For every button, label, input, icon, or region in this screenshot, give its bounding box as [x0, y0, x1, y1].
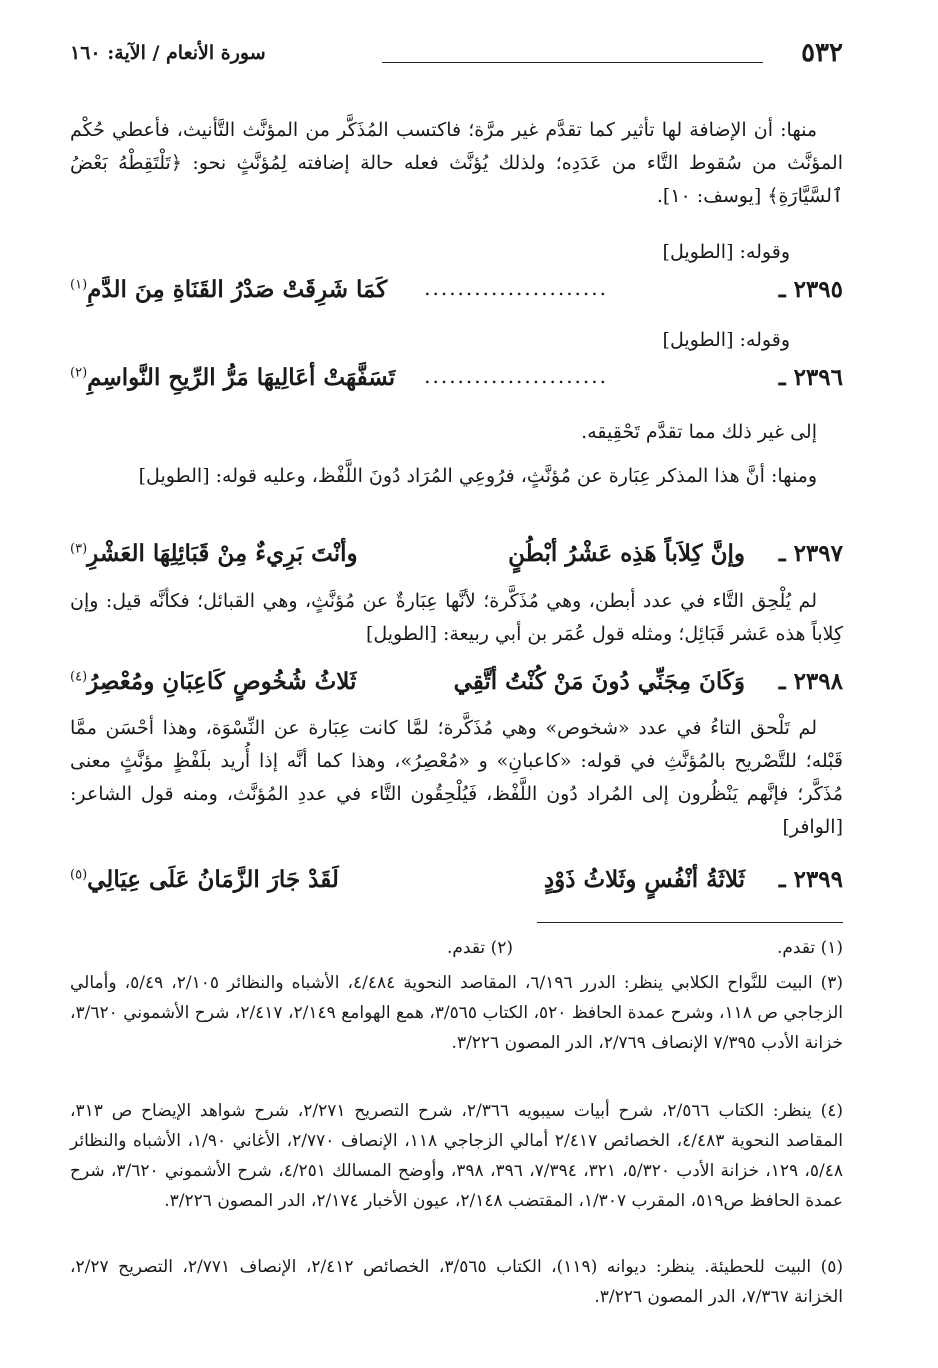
verse-number: ٢٣٩٨ ـ	[778, 668, 843, 695]
verse-2396	[70, 364, 843, 402]
footnote-separator	[537, 922, 843, 923]
footnote-1: (١) تقدم.	[776, 938, 843, 958]
paragraph-4: لم يُلْحِق التَّاء في عدد أبطن، وهي مُذَكَّرة؛ لأنَّها عِبَارةٌ عن مُؤنَّثٍ، وهي القبائل؛ فكأنَّه قيل: وإن كِلاباً هذه عَشر قَبَائِل؛ ومثله قول عُمَر بن أبي ربيعة: [الطويل]	[70, 590, 843, 645]
verse-text: كَمَا شَرِقَتْ صَدْرُ القَنَاةِ مِنَ الدَّمِ	[87, 276, 388, 303]
footnotes-1-2	[70, 938, 843, 966]
verse-ellipsis: ......................	[424, 364, 608, 388]
verse-text: ثَلاثُ شُخُوصٍ كَاعِبَانِ ومُعْصِرُ	[87, 668, 357, 695]
footnote-marker: (١)	[70, 277, 88, 293]
verse-hemistich-2	[70, 866, 339, 893]
verse-text: لَقَدْ جَارَ الزَّمَانُ عَلَى عِيَالِي	[87, 866, 339, 893]
footnote-marker: (٢)	[70, 365, 88, 381]
page-header	[70, 38, 843, 72]
verse-hemistich-1: وَكَانَ مِجَنِّي دُونَ مَنْ كُنْتُ أتَّقِي	[453, 668, 745, 695]
verse-number: ٢٣٩٥ ـ	[778, 276, 843, 303]
verse-2397	[70, 540, 843, 578]
footnote-marker: (٣)	[70, 541, 88, 557]
meter-label-1: وقوله: [الطويل]	[662, 241, 790, 263]
paragraph-5: لم تَلْحق التاءُ في عدد «شخوص» وهي مُذَكَّرة؛ لمَّا كانت عِبَارة عن النِّسْوَة، وهذا أحْسَن ممَّا قَبْله؛ للتَّصْريح بالمُؤنَّثِ في قوله: «كاعبانِ» و «مُعْصِرُ»، وهذا كما أنَّه إذا أُريد بلَفْظٍ مؤنَّثٍ معنى مُذَكَّر؛ فإنَّهم يَنْظُرون إلى المُراد دُون اللَّفْظ، فَيُلْحِقُون التَّاء في عددِ المُؤنَّث، ومنه قول الشاعر: [الوافر]	[70, 717, 843, 838]
footnote-marker: (٤)	[70, 669, 88, 685]
verse-number: ٢٣٩٦ ـ	[778, 364, 843, 391]
verse-hemistich-2	[70, 668, 356, 695]
footnote-4: (٤) ينظر: الكتاب ٢/٥٦٦، شرح أبيات سيبويه ٢/٣٦٦، شرح التصريح ٢/٢٧١، شرح شواهد الإيضاح ص ٣١٣، المقاصد النحوية ٤/٤٨٣، الخصائص ٢/٤١٧ أمالي الزجاجي ١١٨، الإنصاف ٢/٧٧٠، الأغاني ١/٩٠، الأشباه والنظائر ٥/٤٨، ١٢٩، خزانة الأدب ٥/٣٢٠، ٣٢١، ٧/٣٩٤، ٣٩٦، ٣٩٨، وأوضح المسالك ٤/٢٥١، شرح الأشموني ٣/٦٢٠، شرح عمدة الحافظ ص٥١٩، المقرب ١/٣٠٧، المقتضب ٢/١٤٨، عيون الأخبار ٢/١٧٤، الدر المصون ٣/٢٢٦.	[70, 1101, 844, 1211]
verse-hemistich	[70, 364, 395, 391]
footnote-5: (٥) البيت للحطيئة. ينظر: ديوانه (١١٩)، الكتاب ٣/٥٦٥، الخصائص ٢/٤١٢، الإنصاف ٢/٧٧١، التصريح ٢/٢٧، الخزانة ٧/٣٦٧، الدر المصون ٣/٢٢٦.	[70, 1257, 844, 1307]
verse-hemistich-1: وإنَّ كِلاَباً هَذِه عَشْرُ أبْطُنٍ	[508, 540, 745, 567]
verse-number: ٢٣٩٧ ـ	[778, 540, 843, 567]
verse-2398	[70, 668, 843, 706]
running-title: سورة الأنعام / الآية: ١٦٠	[70, 42, 266, 64]
paragraph-3: ومنها: أنَّ هذا المذكر عِبَارة عن مُؤنَّثٍ، فرُوعِي المُرَاد دُونَ اللَّفْظ، وعليه قوله: [الطويل]	[138, 465, 817, 487]
verse-number: ٢٣٩٩ ـ	[778, 866, 843, 893]
footnote-marker: (٥)	[70, 867, 88, 883]
verse-text: تَسَفَّهَتْ أعَالِيهَا مَرُّ الرِّيحِ النَّواسِمِ	[87, 364, 396, 391]
verse-text: وأنْتَ بَرِيءٌ مِنْ قَبَائِلِهَا العَشْرِ	[87, 540, 358, 567]
verse-hemistich-1: ثَلاثَةُ أنْفُسٍ وثَلاثُ ذَوْدٍ	[543, 866, 745, 893]
footnote-2: (٢) تقدم.	[446, 938, 513, 958]
verse-2399	[70, 866, 843, 904]
header-rule	[382, 62, 763, 63]
footnote-3: (٣) البيت للنَّواح الكلابي ينظر: الدرر ٦/١٩٦، المقاصد النحوية ٤/٤٨٤، الأشباه والنظائر ٢/١٠٥، ٥/٤٩، وأمالي الزجاجي ص ١١٨، وشرح عمدة الحافظ ٥٢٠، الكتاب ٣/٥٦٥، همع الهوامع ٢/١٤٩، ٢/٤١٧، شرح الأشموني ٣/٦٢٠، خزانة الأدب ٧/٣٩٥ الإنصاف ٢/٧٦٩، الدر المصون ٣/٢٢٦.	[70, 973, 844, 1053]
verse-hemistich-2	[70, 540, 358, 567]
verse-2395	[70, 276, 843, 314]
page-number: ٥٣٢	[801, 38, 843, 68]
verse-ellipsis: ......................	[424, 276, 608, 300]
paragraph-2: إلى غير ذلك مما تقدَّم تَحْقِيقه.	[581, 421, 817, 443]
paragraph-1: منها: أن الإضافة لها تأثير كما تقدَّم غير مرَّة؛ فاكتسب المُذَكَّر من المؤنَّث التَّأنيث، فأعطي حُكْم المؤنَّث من سُقوط التَّاء من عَدَدِه؛ ولذلك يُؤنَّث فعله حالة إضافته لِمُؤنَّثٍ نحو: ﴿تَلْتَقِطْهُ بَعْضُ ٱلسَّيَّارَةِ﴾ [يوسف: ١٠].	[70, 119, 843, 207]
meter-label-2: وقوله: [الطويل]	[662, 329, 790, 351]
verse-hemistich	[70, 276, 387, 303]
